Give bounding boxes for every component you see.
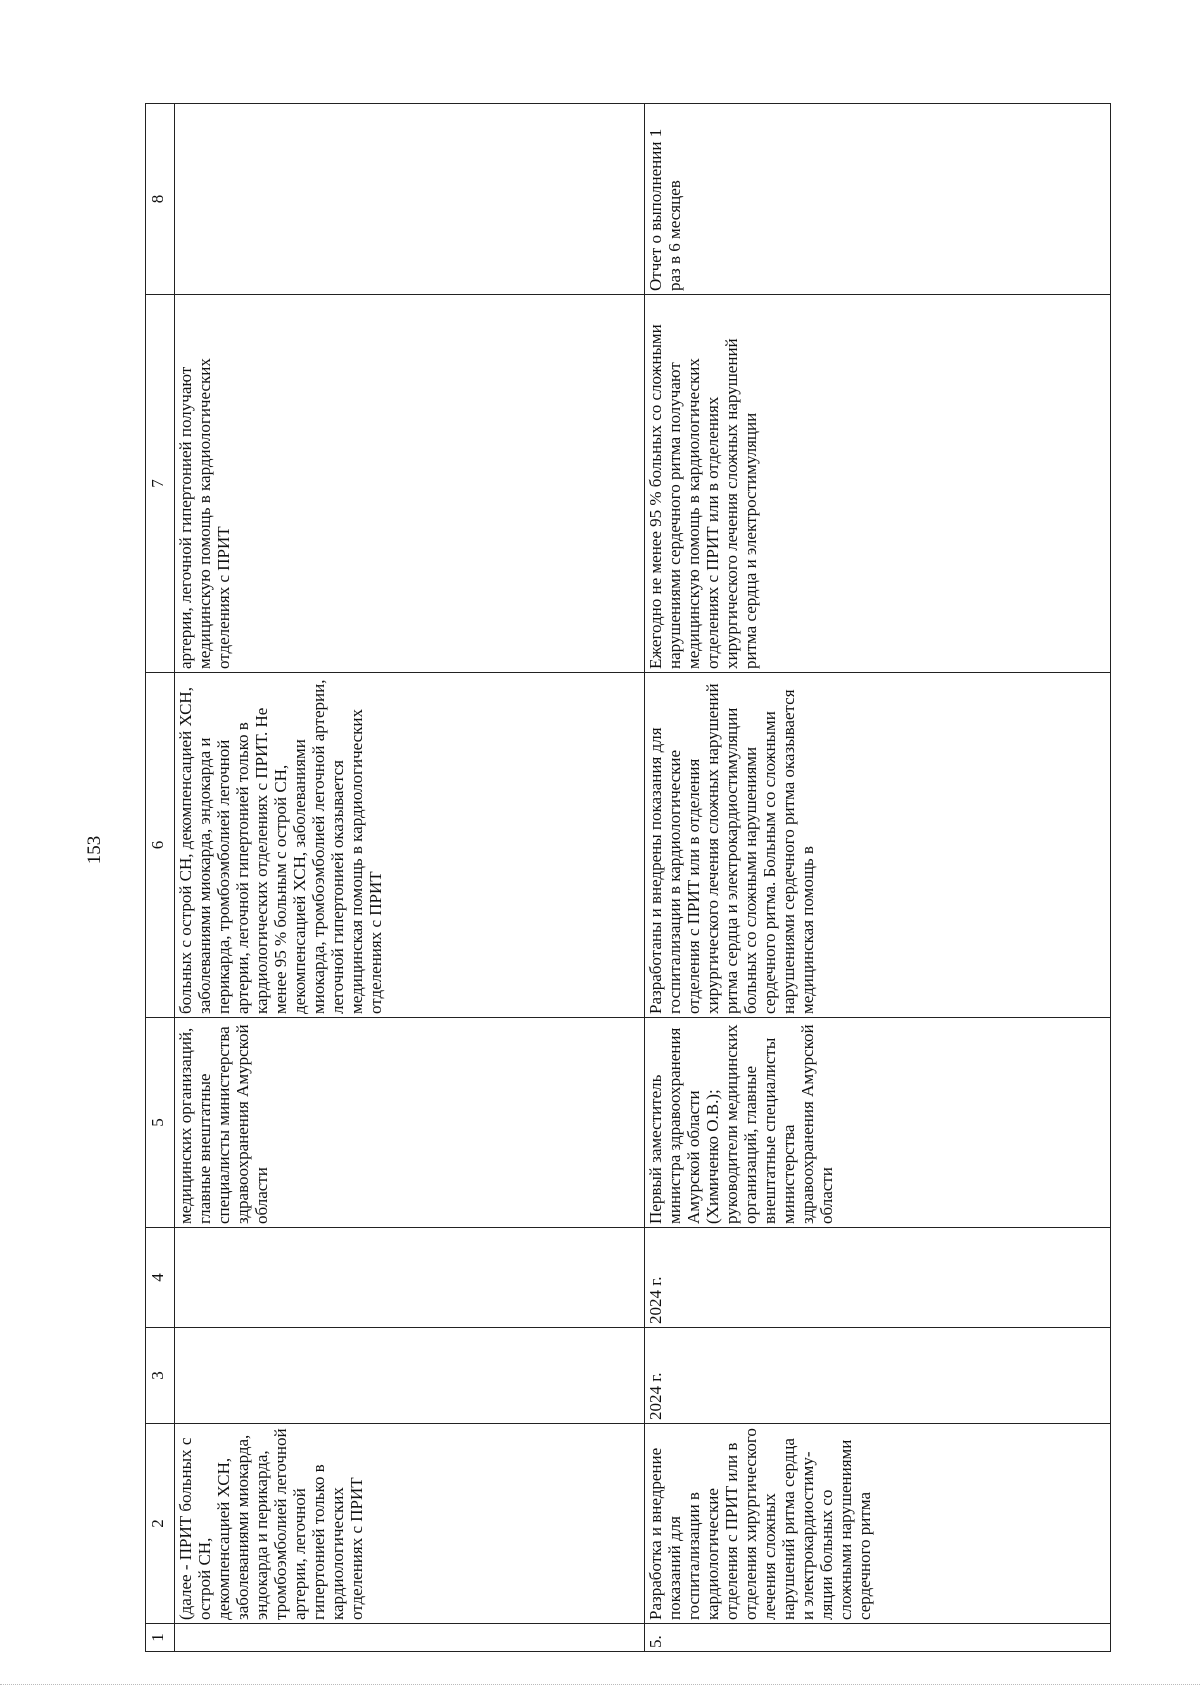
header-col-6: 6 [146,673,175,1018]
rotated-table-container [145,104,1111,1652]
cell-control: Отчет о выполнении 1 раз в 6 месяцев [645,104,1111,295]
header-col-1: 1 [146,1624,175,1652]
header-col-4: 4 [146,1228,175,1328]
cell-responsible: Первый заместитель министра здравоохранения Амурской области (Химиченко О.В.); руководители медицинских организаций, главные внештатные специалисты министерства здравоохранения Амурской области [645,1018,1111,1228]
cell-number [175,1624,645,1652]
measures-table [145,103,1111,1652]
header-col-3: 3 [146,1328,175,1424]
header-row [146,104,175,1652]
scan-edge-line [0,1684,1200,1685]
header-col-5: 5 [146,1018,175,1228]
table-row [645,104,1111,1652]
header-col-8: 8 [146,104,175,295]
header-col-7: 7 [146,295,175,673]
cell-indicator: артерии, легочной гипертонией получают медицинскую помощь в кардиологических отделениях с ПРИТ [175,295,645,673]
cell-end-date [175,1228,645,1328]
cell-measure: (далее - ПРИТ больных с острой СН, декомпенсацией ХСН, заболеваниями миокарда, эндокарда и перикарда, тромбоэмболией легочной артерии, легочной гипертонией только в кардиологических отделениях с ПРИТ [175,1424,645,1624]
cell-description: больных с острой СН, декомпенсацией ХСН, заболеваниями миокарда, эндокарда и перикарда, тромбоэмболией легочной артерии, легочной гипертонией только в кардиологических отделениях с ПРИТ. Не менее 95 % больным с острой СН, декомпенсацией ХСН, заболеваниями миокарда, тромбоэмболией легочной артерии, легочной гипертонией оказывается медицинская помощь в кардиологических отделениях с ПРИТ [175,673,645,1018]
cell-description: Разработаны и внедрены показания для госпитализации в кардиологические отделения с ПРИТ или в отделения хирургического лечения сложных нарушений ритма сердца и электрокардиостимуляции больных со сложными нарушениями сердечного ритма. Больным со сложными нарушениями сердечного ритма оказывается медицинская помощь в [645,673,1111,1018]
cell-indicator: Ежегодно не менее 95 % больных со сложными нарушениями сердечного ритма получают медицинскую помощь в кардиологических отделениях с ПРИТ или в отделениях хирургического лечения сложных нарушений ритма сердца и электростимуляции [645,295,1111,673]
cell-control [175,104,645,295]
cell-number: 5. [645,1624,1111,1652]
cell-start-date: 2024 г. [645,1328,1111,1424]
cell-responsible: медицинских организаций, главные внештатные специалисты министерства здравоохранения Амурской области [175,1018,645,1228]
header-col-2: 2 [146,1424,175,1624]
cell-measure: Разработка и внедрение показаний для госпитализации в кардиологические отделения с ПРИТ или в отделения хирургического лечения сложных нарушений ритма сердца и электрокардиостиму-ляции больных со сложными нарушениями сердечного ритма [645,1424,1111,1624]
table-row [175,104,645,1652]
page-number: 153 [84,835,105,865]
cell-start-date [175,1328,645,1424]
cell-end-date: 2024 г. [645,1228,1111,1328]
